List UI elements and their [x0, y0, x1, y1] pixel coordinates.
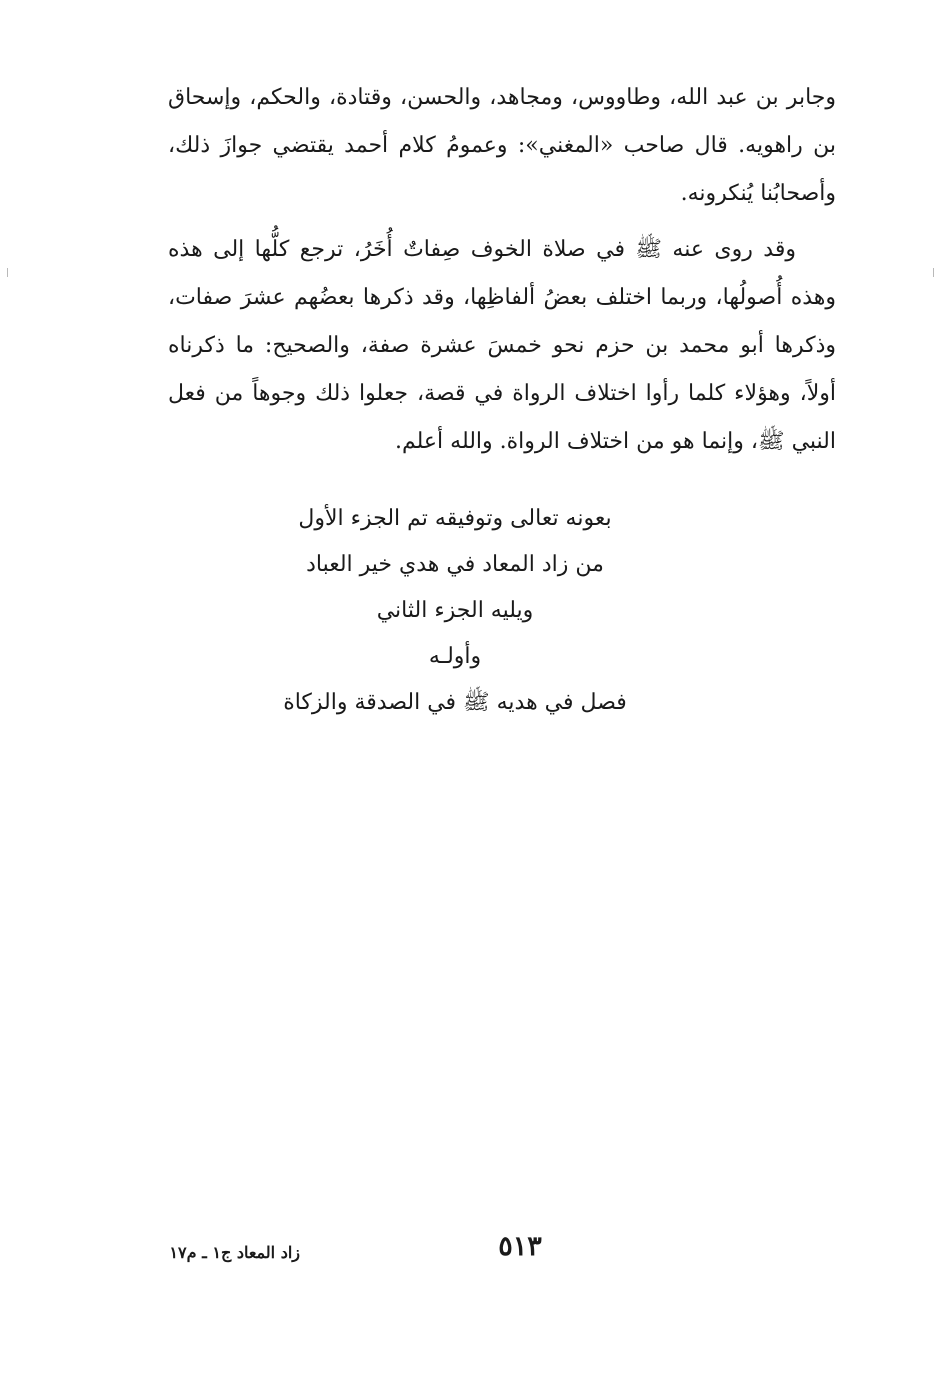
volume-end-note — [250, 496, 660, 726]
closing-line-5: فصل في هديه ﷺ في الصدقة والزكاة — [283, 690, 627, 715]
scan-margin-mark-right — [933, 268, 934, 277]
closing-line-1: بعونه تعالى وتوفيقه تم الجزء الأول — [298, 506, 612, 531]
scan-margin-mark-left — [7, 268, 8, 277]
page-number: ٥١٣ — [498, 1231, 542, 1262]
closing-line-3: ويليه الجزء الثاني — [376, 598, 534, 623]
body-paragraph-1: وجابر بن عبد الله، وطاووس، ومجاهد، والحسن، وقتادة، والحكم، وإسحاق بن راهويه. قال صاحب «المغني»: وعمومُ كلام أحمد يقتضي جوازَ ذلك، وأصحابُنا يُنكرونه. — [168, 85, 836, 206]
closing-line-4: وأولـه — [428, 644, 482, 669]
body-paragraph-2: وقد روى عنه ﷺ في صلاة الخوف صِفاتٌ أُخَرُ، ترجع كلُّها إلى هذه وهذه أُصولُها، وربما اختلف بعضُ ألفاظِها، وقد ذكرها بعضُهم عشرَ صفات، وذكرها أبو محمد بن حزم نحو خمسَ عشرة صفة، والصحيح: ما ذكرناه أولاً، وهؤلاء كلما رأوا اختلاف الرواة في قصة، جعلوا ذلك وجوهاً من فعل النبي ﷺ، وإنما هو من اختلاف الرواة. والله أعلم. — [168, 237, 836, 454]
running-footer-title: زاد المعاد ج١ ـ م١٧ — [169, 1243, 300, 1262]
closing-line-2: من زاد المعاد في هدي خير العباد — [306, 552, 604, 577]
